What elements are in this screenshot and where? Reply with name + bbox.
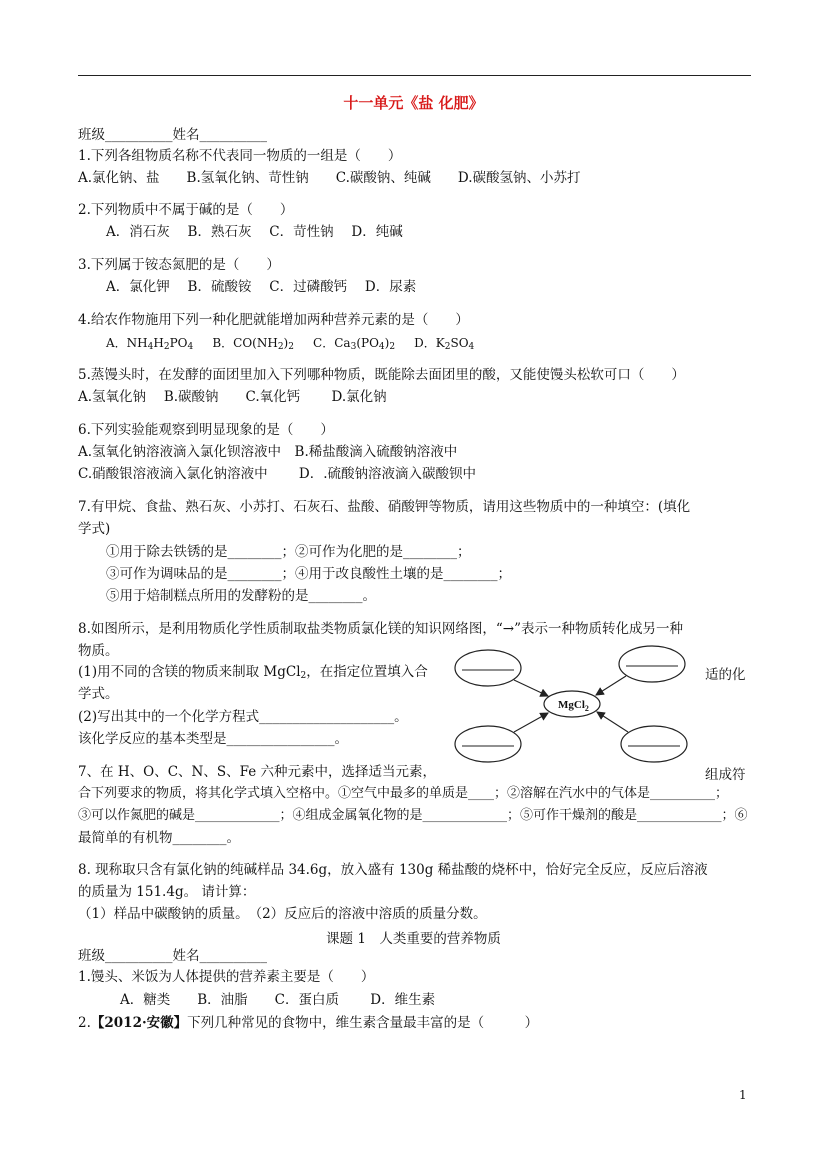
q7b-line-1: 7、在 H、O、C、N、S、Fe 六种元素中，选择适当元素， <box>78 764 437 780</box>
q6-stem: 6.下列实验能观察到明显现象的是（ ） <box>78 422 334 438</box>
page-number: 1 <box>739 1088 747 1102</box>
q4-option-b: B．$CO(NH_2)_2$ <box>212 336 294 352</box>
q8a-part1: (1)用不同的含镁的物质来制取 MgCl$_2$，在指定位置填入合 <box>78 664 428 681</box>
q7a-line-1: ①用于除去铁锈的是________；②可作为化肥的是________； <box>106 544 471 560</box>
q1-options: A.氯化钠、盐 B.氢氧化钠、苛性钠 C.碳酸钠、纯碱 D.碳酸氢钠、小苏打 <box>78 170 581 186</box>
q8a-part1-cont: 适的化 <box>705 667 746 683</box>
q4-options <box>106 334 474 356</box>
q3-options: A．氯化钾 B．硫酸铵 C．过磷酸钙 D．尿素 <box>106 279 417 295</box>
q4-option-d: D．$K_2SO_4$ <box>414 336 475 352</box>
arrow-top-left <box>514 680 548 696</box>
q7a-line-2: ③可作为调味品的是________；④用于改良酸性土壤的是________； <box>106 566 511 582</box>
diagram-ellipse-top-left <box>455 650 521 686</box>
q7a-line-3: ⑤用于焙制糕点所用的发酵粉的是________。 <box>106 588 376 604</box>
q8a-part1-end: 学式。 <box>78 686 119 702</box>
arrow-bottom-right <box>597 712 628 732</box>
topic-heading: 课题 1 人类重要的营养物质 <box>326 931 501 947</box>
q4-stem: 4.给农作物施用下列一种化肥就能增加两种营养元素的是（ ） <box>78 312 469 328</box>
class-name-line: 班级__________姓名__________ <box>78 127 267 143</box>
q8a-stem-2: 物质。 <box>78 643 119 659</box>
diagram-ellipse-top-right <box>619 646 685 682</box>
arrow-bottom-left <box>514 713 548 732</box>
n1-stem: 1.馒头、米饭为人体提供的营养素主要是（ ） <box>78 969 375 985</box>
n2-stem: 2.【2012·安徽】下列几种常见的食物中，维生素含量最丰富的是（ ） <box>78 1015 539 1031</box>
q2-options: A．消石灰 B．熟石灰 C．苛性钠 D．纯碱 <box>106 224 403 240</box>
q8a-part3: 该化学反应的基本类型是________________。 <box>78 731 348 747</box>
svg-text:MgCl2: MgCl$_2$ <box>558 699 589 713</box>
diagram-center-node <box>544 691 600 717</box>
diagram-ellipse-bottom-right <box>621 726 687 762</box>
q7a-stem-1: 7.有甲烷、食盐、熟石灰、小苏打、石灰石、盐酸、硝酸钾等物质，请用这些物质中的一种填空：(填化 <box>78 499 691 515</box>
arrow-top-right <box>596 676 626 695</box>
q7b-line-2: 合下列要求的物质，将其化学式填入空格中。①空气中最多的单质是____；②溶解在汽水中的气体是__________； <box>78 786 729 801</box>
diagram-ellipse-bottom-left <box>455 726 521 762</box>
q4-option-a: A．$NH_4H_2PO_4$ <box>106 336 194 352</box>
q8b-line-2: 的质量为 151.4g。 请计算： <box>78 884 256 900</box>
q7b-line-4: 最简单的有机物________。 <box>78 830 240 846</box>
q5-stem: 5.蒸馒头时，在发酵的面团里加入下列哪种物质，既能除去面团里的酸，又能使馒头松软可口（ ） <box>78 367 685 383</box>
q1-stem: 1.下列各组物质名称不代表同一物质的一组是（ ） <box>78 148 402 164</box>
header-rule <box>78 75 751 76</box>
q7b-line-3: ③可以作氮肥的碱是_____________；④组成金属氧化物的是_____________；⑤可作干燥剂的酸是_____________；⑥ <box>78 808 748 823</box>
page-title: 十一单元《盐 化肥》 <box>343 94 484 112</box>
q2-stem: 2.下列物质中不属于碱的是（ ） <box>78 202 294 218</box>
q5-options: A.氢氧化钠 B.碳酸钠 C.氧化钙 D.氯化钠 <box>78 389 387 405</box>
q8a-part2: (2)写出其中的一个化学方程式____________________。 <box>78 709 408 725</box>
q8a-stem-1: 8.如图所示，是利用物质化学性质制取盐类物质氯化镁的知识网络图，“→”表示一种物质转化成另一种 <box>78 621 683 637</box>
q7b-line-1-cont: 组成符 <box>705 767 746 783</box>
n1-options: A．糖类 B．油脂 C．蛋白质 D．维生素 <box>120 992 436 1008</box>
q4-option-c: C．$Ca_3(PO_4)_2$ <box>313 336 396 352</box>
q8b-line-1: 8. 现称取只含有氯化钠的纯碱样品 34.6g，放入盛有 130g 稀盐酸的烧杯中，恰好完全反应，反应后溶液 <box>78 862 708 878</box>
q6-options-ab: A.氢氧化钠溶液滴入氯化钡溶液中 B.稀盐酸滴入硫酸钠溶液中 <box>78 444 458 460</box>
q3-stem: 3.下列属于铵态氮肥的是（ ） <box>78 257 280 273</box>
q6-options-cd: C.硝酸银溶液滴入氯化钠溶液中 D．.硫酸钠溶液滴入碳酸钡中 <box>78 466 477 482</box>
mgcl2-network-diagram <box>448 640 698 775</box>
q7a-stem-2: 学式) <box>78 521 111 537</box>
class-name-line-2: 班级__________姓名__________ <box>78 948 267 964</box>
q8b-line-3: （1）样品中碳酸钠的质量。 （2）反应后的溶液中溶质的质量分数。 <box>78 906 487 922</box>
